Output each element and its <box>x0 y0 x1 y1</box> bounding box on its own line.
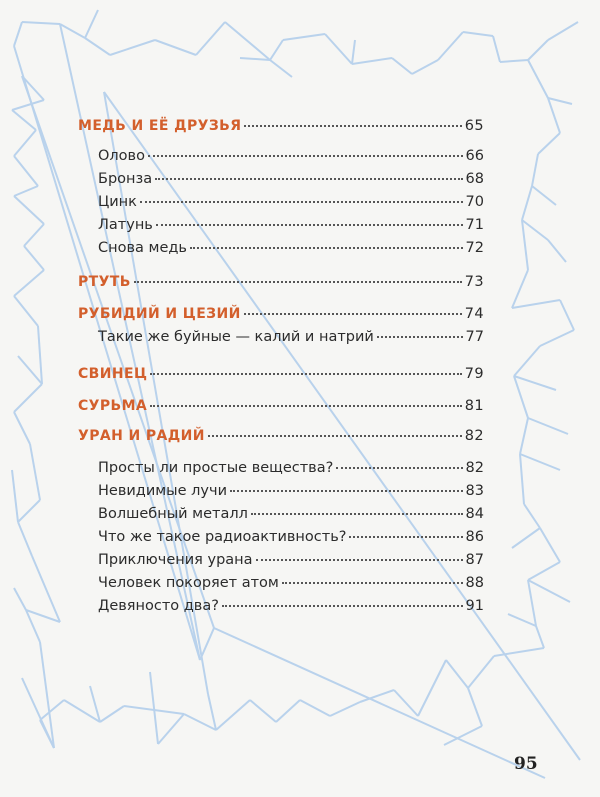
dot-leader <box>244 313 462 315</box>
toc-entry-11 <box>78 428 484 444</box>
dot-leader <box>190 247 463 249</box>
toc-entry-page: 86 <box>465 529 484 545</box>
dot-leader <box>155 178 462 180</box>
toc-entry-page: 73 <box>464 274 484 290</box>
dot-leader <box>336 467 462 469</box>
toc-entry-5 <box>98 240 484 256</box>
toc-entry-13 <box>98 483 484 499</box>
toc-entry-page: 79 <box>464 366 484 382</box>
toc-entry-3 <box>98 194 484 210</box>
toc-entry-9 <box>78 366 484 382</box>
toc-entry-12 <box>98 460 484 476</box>
toc-entry-page: 88 <box>465 575 484 591</box>
toc-entry-title: Латунь <box>98 217 153 233</box>
toc-entry-title: РУБИДИЙ И ЦЕЗИЙ <box>78 306 241 322</box>
toc-entry-0 <box>78 118 484 134</box>
toc-entry-page: 72 <box>465 240 484 256</box>
toc-entry-page: 65 <box>464 118 484 134</box>
dot-leader <box>244 125 461 127</box>
toc-entry-7 <box>78 306 484 322</box>
toc-entry-page: 91 <box>465 598 484 614</box>
toc-entry-title: Олово <box>98 148 145 164</box>
toc-entry-title: Человек покоряет атом <box>98 575 279 591</box>
toc-entry-title: УРАН И РАДИЙ <box>78 428 205 444</box>
toc-entry-18 <box>98 598 484 614</box>
toc-entry-1 <box>98 148 484 164</box>
dot-leader <box>156 224 463 226</box>
page-number: 95 <box>514 754 538 774</box>
toc-entry-page: 87 <box>465 552 484 568</box>
toc-entry-page: 74 <box>464 306 484 322</box>
toc-entry-8 <box>98 329 484 345</box>
dot-leader <box>251 513 463 515</box>
toc-entry-title: Цинк <box>98 194 137 210</box>
toc-entry-title: Снова медь <box>98 240 187 256</box>
toc-entry-title: Что же такое радиоактивность? <box>98 529 347 545</box>
toc-entry-page: 82 <box>464 428 484 444</box>
toc-entry-6 <box>78 274 484 290</box>
toc-entry-page: 70 <box>465 194 484 210</box>
dot-leader <box>208 435 462 437</box>
toc-entry-page: 84 <box>465 506 484 522</box>
toc-entry-2 <box>98 171 484 187</box>
toc-entry-title: Приключения урана <box>98 552 253 568</box>
toc-entry-16 <box>98 552 484 568</box>
toc-entry-page: 71 <box>465 217 484 233</box>
toc-entry-17 <box>98 575 484 591</box>
toc-entry-page: 83 <box>465 483 484 499</box>
toc-entry-4 <box>98 217 484 233</box>
dot-leader <box>222 605 463 607</box>
dot-leader <box>134 281 462 283</box>
dot-leader <box>150 405 462 407</box>
toc-entry-title: СУРЬМА <box>78 398 148 414</box>
toc-entry-title: СВИНЕЦ <box>78 366 148 382</box>
toc-entry-title: Девяносто два? <box>98 598 219 614</box>
dot-leader <box>140 201 463 203</box>
dot-leader <box>256 559 463 561</box>
toc-entry-15 <box>98 529 484 545</box>
dot-leader <box>377 336 463 338</box>
toc-entry-title: Бронза <box>98 171 153 187</box>
dot-leader <box>282 582 463 584</box>
dot-leader <box>230 490 463 492</box>
toc-entry-title: Волшебный металл <box>98 506 248 522</box>
toc-entry-title: Просты ли простые вещества? <box>98 460 334 476</box>
toc-entry-14 <box>98 506 484 522</box>
toc-entry-title: МЕДЬ И ЕЁ ДРУЗЬЯ <box>78 118 242 134</box>
toc-entry-page: 68 <box>465 171 484 187</box>
toc-entry-title: РТУТЬ <box>78 274 131 290</box>
dot-leader <box>148 155 463 157</box>
dot-leader <box>349 536 462 538</box>
toc-entry-page: 77 <box>465 329 484 345</box>
toc-entry-title: Невидимые лучи <box>98 483 227 499</box>
toc-entry-10 <box>78 398 484 414</box>
dot-leader <box>150 373 461 375</box>
toc-entry-page: 81 <box>464 398 484 414</box>
toc-entry-page: 66 <box>465 148 484 164</box>
toc-entry-page: 82 <box>465 460 484 476</box>
toc-entry-title: Такие же буйные — калий и натрий <box>98 329 374 345</box>
